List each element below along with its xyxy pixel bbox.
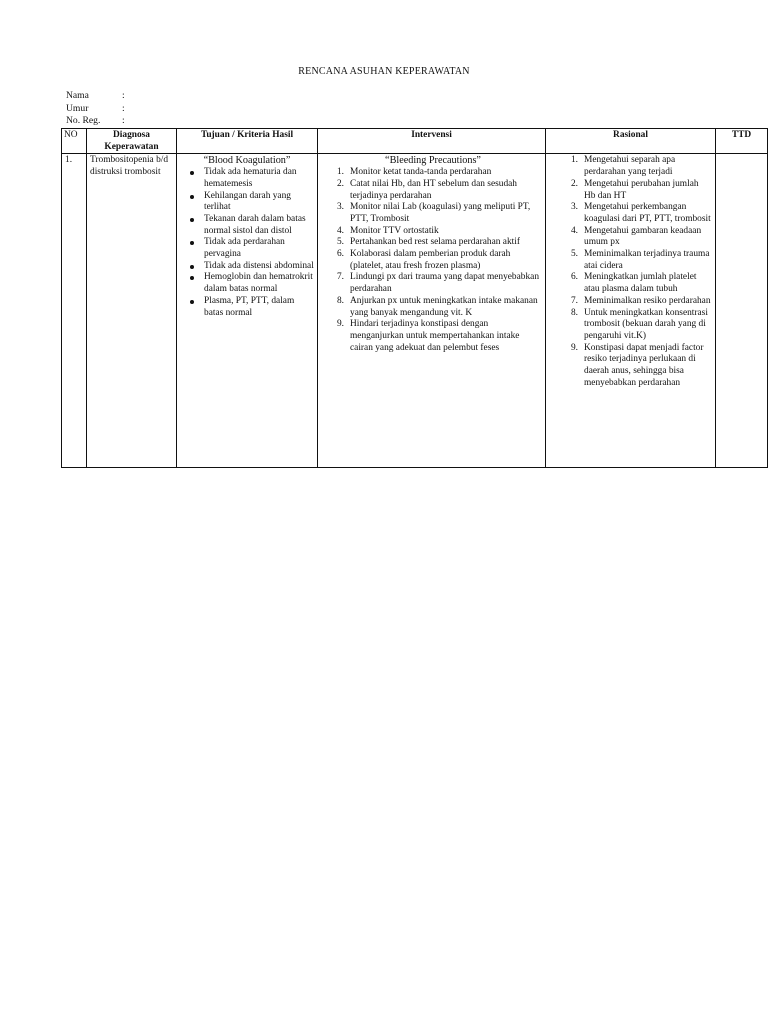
rasional-item	[558, 296, 712, 308]
intervensi-item-text: Monitor ketat tanda-tanda perdarahan	[350, 167, 492, 178]
care-plan-table	[61, 128, 768, 468]
rasional-item	[558, 179, 712, 202]
rasional-item-number: 3.	[570, 202, 578, 213]
intervensi-item-text: Monitor TTV ortostatik	[350, 225, 439, 236]
tujuan-title: “Blood Koagulation”	[203, 155, 291, 167]
bullet-icon	[190, 218, 194, 222]
intervensi-item	[324, 202, 542, 225]
rasional-item-number: 6.	[570, 272, 578, 283]
intervensi-title: “Bleeding Precautions”	[385, 155, 481, 167]
rasional-item-number: 1.	[570, 155, 578, 166]
intervensi-item	[324, 237, 542, 249]
intervensi-item	[324, 319, 542, 354]
rasional-item-text: Meminimalkan terjadinya trauma atai cidera	[584, 249, 710, 271]
tujuan-list	[180, 167, 314, 319]
rasional-item-text: Mengetahui perkembangan koagulasi dari PT, PTT, trombosit	[584, 202, 711, 224]
intervensi-item-text: Monitor nilai Lab (koagulasi) yang meliputi PT, PTT, Trombosit	[350, 202, 531, 224]
rasional-item	[558, 202, 712, 225]
intervensi-item-number: 7.	[336, 272, 344, 283]
rasional-item-number: 7.	[570, 295, 578, 306]
bullet-icon	[190, 300, 194, 304]
rasional-item-number: 2.	[570, 178, 578, 189]
intervensi-item-number: 3.	[336, 202, 344, 213]
header-no: NO	[62, 129, 87, 154]
intervensi-item-number: 6.	[336, 249, 344, 260]
header-ttd: TTD	[716, 129, 768, 154]
tujuan-item-text: Kehilangan darah yang terlihat	[204, 190, 291, 213]
field-nama	[66, 90, 125, 103]
intervensi-item-number: 9.	[336, 319, 344, 330]
rasional-item-text: Meminimalkan resiko perdarahan	[584, 295, 711, 306]
table-row	[62, 154, 768, 468]
bullet-icon	[190, 195, 194, 199]
intervensi-item	[324, 179, 542, 202]
field-value: :	[122, 90, 125, 101]
field-label: Umur	[66, 102, 89, 114]
intervensi-item-number: 2.	[336, 178, 344, 189]
cell-tujuan	[177, 154, 318, 468]
rasional-item	[558, 272, 712, 295]
rasional-item	[558, 308, 712, 343]
rasional-item-number: 5.	[570, 249, 578, 260]
header-rasional: Rasional	[546, 129, 716, 154]
cell-diagnosa: Trombositopenia b/d distruksi trombosit	[87, 154, 177, 468]
intervensi-item	[324, 226, 542, 238]
patient-info	[66, 90, 125, 128]
intervensi-list	[324, 167, 542, 354]
tujuan-item	[190, 167, 314, 190]
rasional-item	[558, 249, 712, 272]
tujuan-item	[190, 237, 314, 260]
rasional-item	[558, 343, 712, 390]
rasional-item-text: Konstipasi dapat menjadi factor resiko terjadinya perlukaan di daerah anus, sehingga bisa menyebabkan perdarahan	[584, 342, 704, 388]
cell-rasional	[546, 154, 716, 468]
intervensi-item	[324, 249, 542, 272]
rasional-item-text: Mengetahui perubahan jumlah Hb dan HT	[584, 178, 699, 201]
header-diagnosa: Diagnosa Keperawatan	[87, 129, 177, 154]
rasional-item-number: 8.	[570, 307, 578, 318]
tujuan-item-text: Tekanan darah dalam batas normal sistol dan distol	[204, 213, 306, 236]
intervensi-item-text: Pertahankan bed rest selama perdarahan aktif	[350, 237, 520, 248]
header-intervensi: Intervensi	[318, 129, 546, 154]
tujuan-item	[190, 261, 314, 273]
tujuan-item-text: Hemoglobin dan hematrokrit dalam batas normal	[204, 272, 313, 295]
intervensi-item-text: Catat nilai Hb, dan HT sebelum dan sesudah terjadinya perdarahan	[350, 178, 517, 201]
intervensi-item	[324, 296, 542, 319]
field-value: :	[122, 115, 125, 126]
document-title: RENCANA ASUHAN KEPERAWATAN	[298, 66, 470, 77]
cell-intervensi	[318, 154, 546, 468]
tujuan-item	[190, 272, 314, 295]
field-umur	[66, 103, 125, 116]
bullet-icon	[190, 171, 194, 175]
field-no-reg	[66, 115, 125, 128]
rasional-item-text: Mengetahui gambaran keadaan umum px	[584, 225, 702, 248]
tujuan-item-text: Tidak ada hematuria dan hematemesis	[204, 167, 297, 189]
bullet-icon	[190, 276, 194, 280]
field-label: No. Reg.	[66, 115, 101, 126]
intervensi-item-number: 4.	[336, 225, 344, 236]
rasional-item-text: Meningkatkan jumlah platelet atau plasma dalam tubuh	[584, 272, 697, 295]
tujuan-item-text: Plasma, PT, PTT, dalam batas normal	[204, 295, 295, 318]
rasional-item-text: Mengetahui separah apa perdarahan yang terjadi	[584, 155, 676, 178]
intervensi-item-number: 5.	[336, 237, 344, 248]
intervensi-item-text: Lindungi px dari trauma yang dapat menyebabkan perdarahan	[350, 272, 540, 295]
cell-no: 1.	[62, 154, 87, 468]
tujuan-item	[190, 191, 314, 214]
intervensi-item-text: Anjurkan px untuk meningkatkan intake makanan yang banyak mengandung vit. K	[350, 295, 538, 318]
tujuan-item-text: Tidak ada perdarahan pervagina	[204, 237, 285, 260]
field-value: :	[122, 102, 125, 114]
intervensi-item-text: Hindari terjadinya konstipasi dengan menganjurkan untuk mempertahankan intake cairan yang adekuat dan pelembut feses	[350, 319, 520, 353]
tujuan-item	[190, 296, 314, 319]
intervensi-item-text: Kolaborasi dalam pemberian produk darah (platelet, atau fresh frozen plasma)	[350, 249, 511, 271]
intervensi-item-number: 1.	[336, 167, 344, 178]
header-tujuan: Tujuan / Kriteria Hasil	[177, 129, 318, 154]
cell-ttd	[716, 154, 768, 468]
rasional-list	[558, 155, 712, 389]
rasional-item-number: 4.	[570, 225, 578, 236]
tujuan-item-text: Tidak ada distensi abdominal	[204, 260, 314, 271]
intervensi-item-number: 8.	[336, 295, 344, 306]
rasional-item	[558, 226, 712, 249]
table-header-row	[62, 129, 768, 154]
intervensi-item	[324, 272, 542, 295]
intervensi-item	[324, 167, 542, 179]
field-label: Nama	[66, 90, 89, 101]
rasional-item-text: Untuk meningkatkan konsentrasi trombosit (bekuan darah yang di pengaruhi vit.K)	[584, 307, 708, 341]
rasional-item-number: 9.	[570, 342, 578, 353]
rasional-item	[558, 155, 712, 178]
bullet-icon	[190, 265, 194, 269]
bullet-icon	[190, 241, 194, 245]
tujuan-item	[190, 214, 314, 237]
